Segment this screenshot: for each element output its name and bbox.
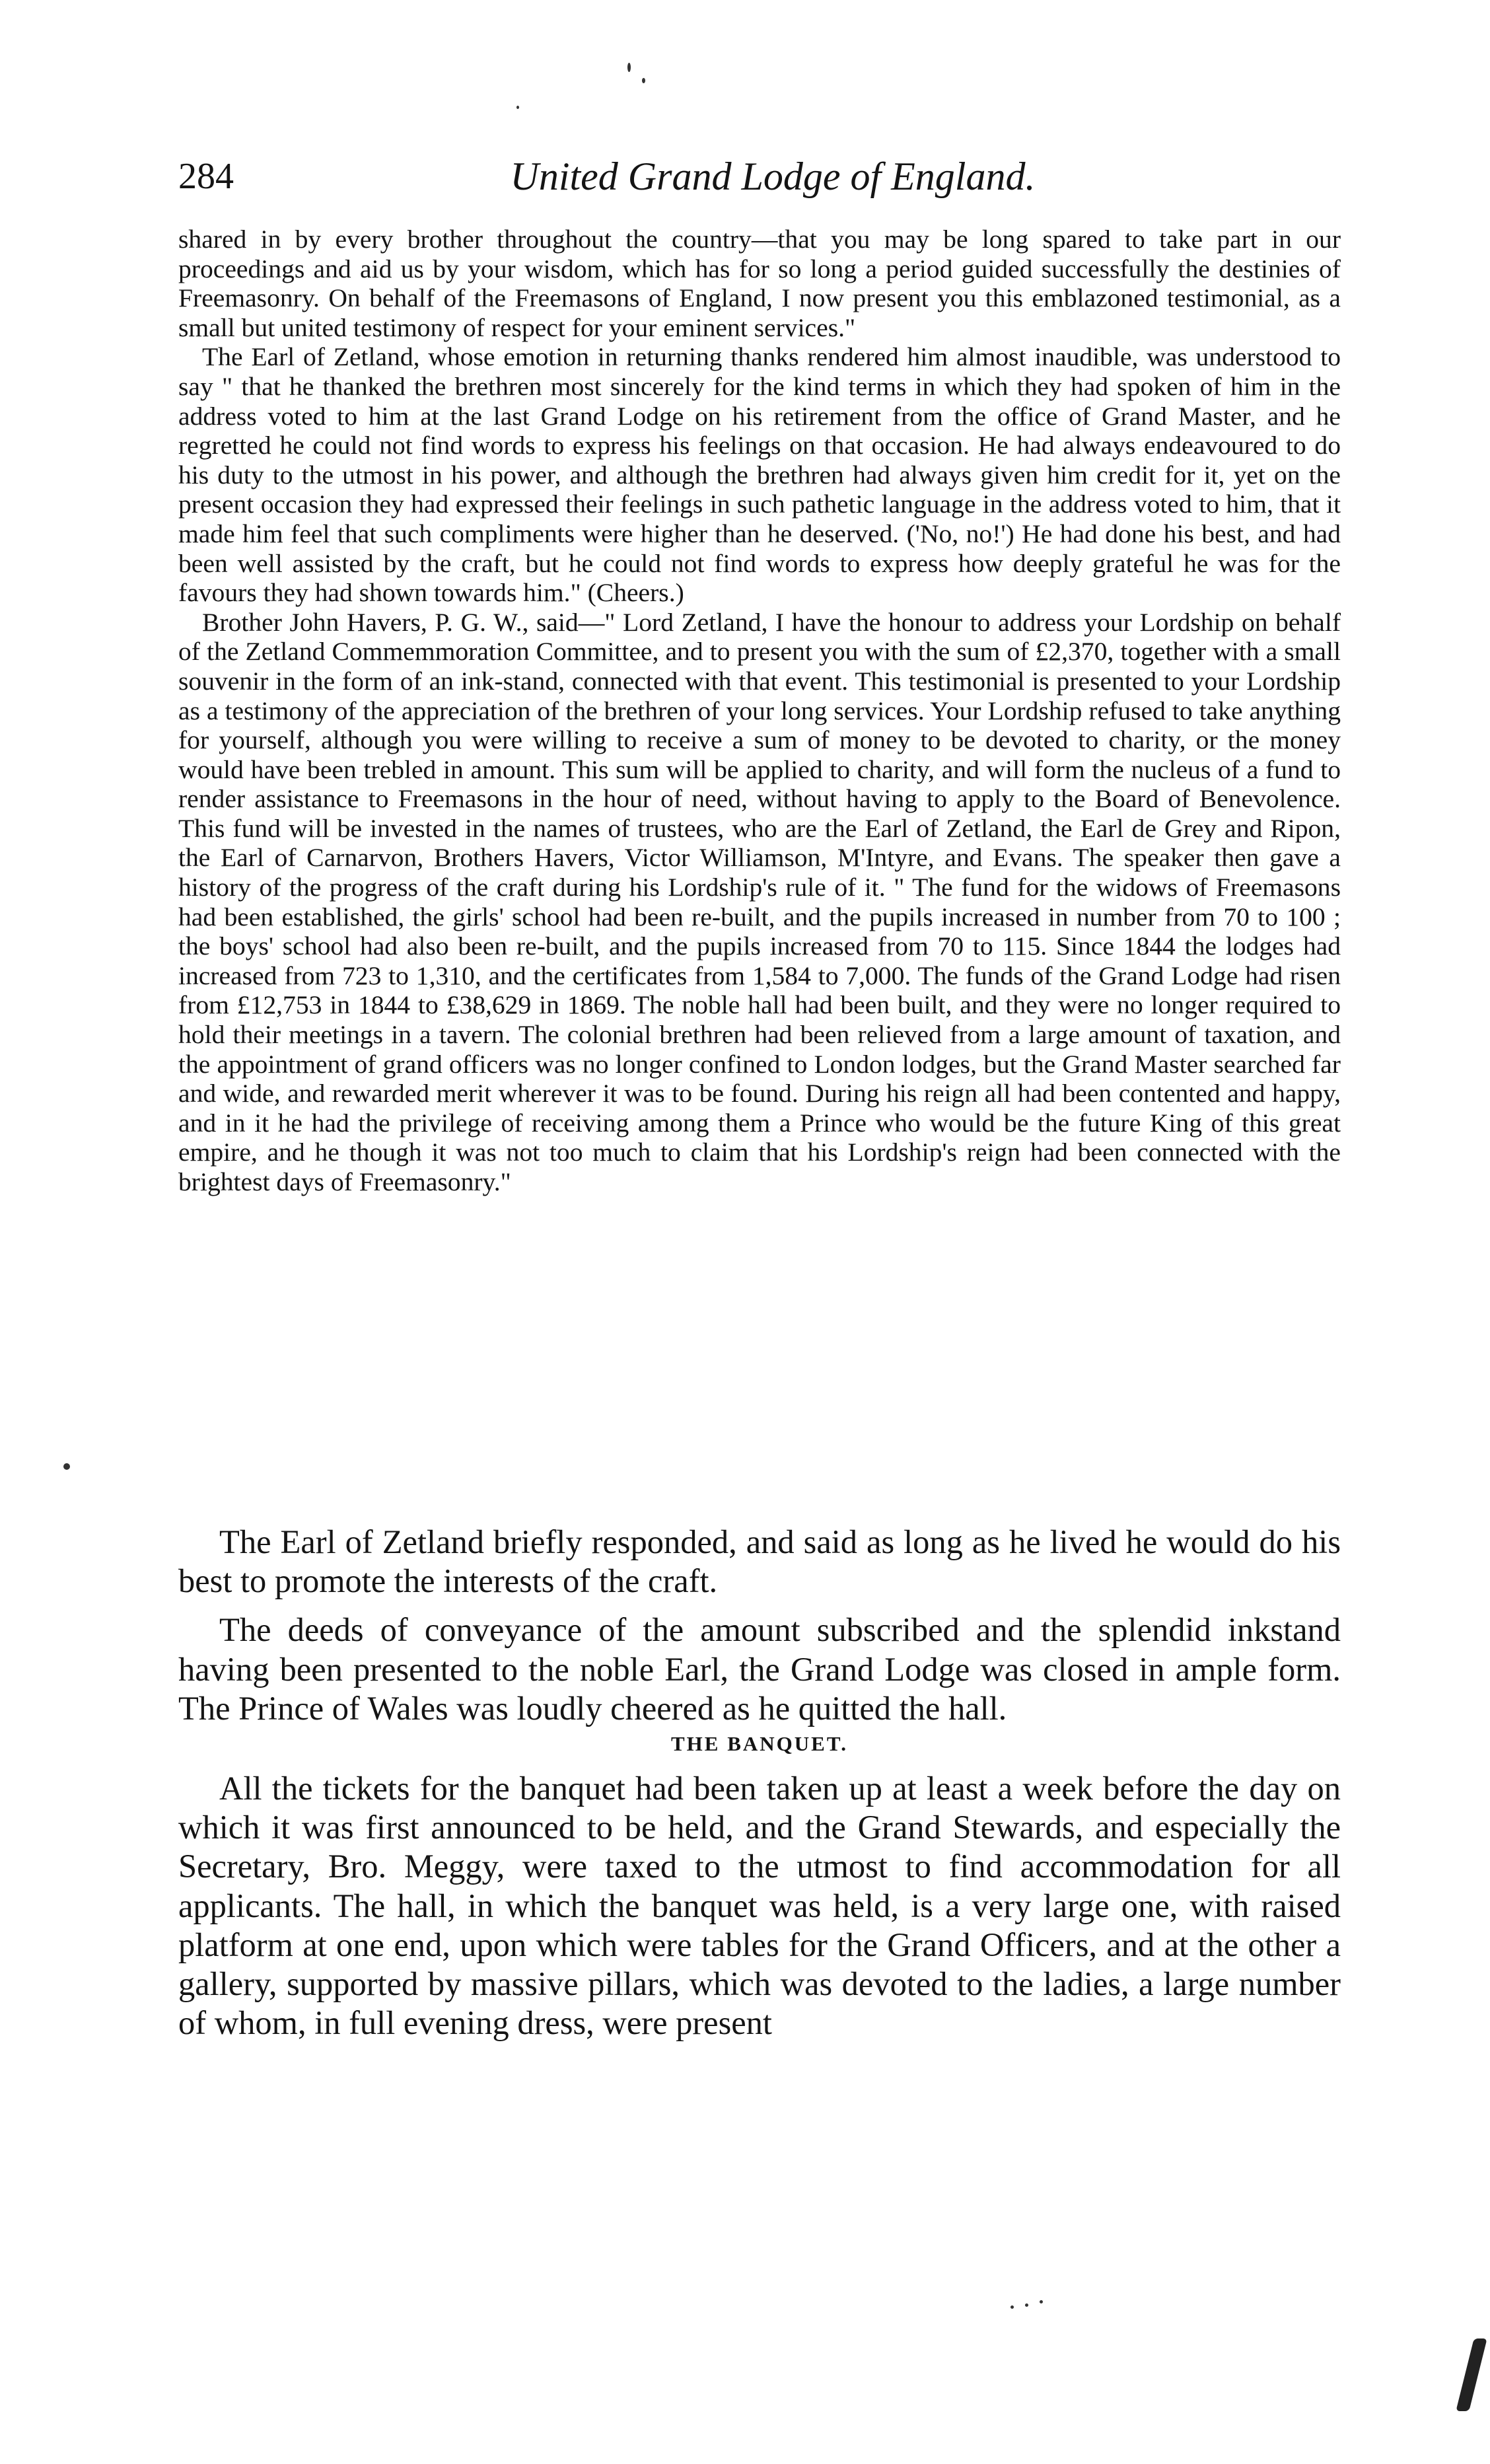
- scan-mark: [1456, 2338, 1487, 2411]
- paragraph: The deeds of conveyance of the amount subscribed and the splendid inkstand having been presented to the noble Earl, the Grand Lodge was closed in ample form. The Prince of Wales was loudly cheered as he quitted the hall.: [178, 1611, 1341, 1727]
- running-title: United Grand Lodge of England.: [510, 155, 1036, 198]
- ink-speck: [627, 63, 631, 72]
- main-narrative: [178, 1523, 1341, 2043]
- paragraph: Brother John Havers, P. G. W., said—" Lord Zetland, I have the honour to address your Lordship on behalf of the Zetland Commemmoration Committee, and to present you with the sum of £2,370, together with a small souvenir in the form of an ink-stand, connected with that event. This testimonial is presented to your Lordship as a testimony of the appreciation of the brethren of your long services. Your Lordship refused to take anything for yourself, although you were willing to receive a sum of money to be devoted to charity, or the money would have been trebled in amount. This sum will be applied to charity, and will form the nucleus of a fund to render assistance to Freemasons in the hour of need, without having to apply to the Board of Benevolence. This fund will be invested in the names of trustees, who are the Earl of Zetland, the Earl de Grey and Ripon, the Earl of Carnarvon, Brothers Havers, Victor Williamson, M'Intyre, and Evans. The speaker then gave a history of the progress of the craft during his Lordship's rule of it. " The fund for the widows of Freemasons had been established, the girls' school had been re-built, and the pupils increased in number from 70 to 100 ; the boys' school had also been re-built, and the pupils increased from 70 to 115. Since 1844 the lodges had increased from 723 to 1,310, and the certificates from 1,584 to 7,000. The funds of the Grand Lodge had risen from £12,753 in 1844 to £38,629 in 1869. The noble hall had been built, and they were no longer required to hold their meetings in a tavern. The colonial brethren had been relieved from a large amount of taxation, and the appointment of grand officers was no longer confined to London lodges, but the Grand Master searched far and wide, and rewarded merit wherever it was to be found. During his reign all had been contented and happy, and in it he had the privilege of receiving among them a Prince who would be the future King of this great empire, and he though it was not too much to claim that his Lordship's reign had been connected with the brightest days of Freemasonry.": [178, 607, 1341, 1196]
- section-heading: THE BANQUET.: [671, 1732, 848, 1756]
- ink-speck: [63, 1463, 70, 1470]
- paragraph: The Earl of Zetland briefly responded, and said as long as he lived he would do his best to promote the interests of the craft.: [178, 1523, 1341, 1600]
- page-header: [178, 153, 1341, 199]
- ink-speck: [642, 78, 645, 83]
- ink-speck: [1025, 2303, 1028, 2307]
- ink-speck: [516, 106, 519, 109]
- quoted-speeches: [178, 225, 1341, 1197]
- paragraph: The Earl of Zetland, whose emotion in returning thanks rendered him almost inaudible, was understood to say " that he thanked the brethren most sincerely for the kind terms in which they had spoken of him in the address voted to him at the last Grand Lodge on his retirement from the office of Grand Master, and he regretted he could not find words to express his feelings on that occasion. He had always endeavoured to do his duty to the utmost in his power, and although the brethren had always given him credit for it, yet on the present occasion they had expressed their feelings in such pathetic language in the address voted to him, that it made him feel that such compliments were higher than he deserved. ('No, no!') He had done his best, and had been well assisted by the craft, but he could not find words to express how deeply grateful he was for the favours they had shown towards him." (Cheers.): [178, 342, 1341, 608]
- paragraph: shared in by every brother throughout the country—that you may be long spared to take part in our proceedings and aid us by your wisdom, which has for so long a period guided successfully the destinies of Freemasonry. On behalf of the Freemasons of England, I now present you this emblazoned testimonial, as a small but united testimony of respect for your eminent services.": [178, 225, 1341, 342]
- ink-speck: [1040, 2300, 1043, 2303]
- paragraph: All the tickets for the banquet had been taken up at least a week before the day on which it was first announced to be held, and the Grand Stewards, and especially the Secretary, Bro. Meggy, were taxed to the utmost to find accommodation for all applicants. The hall, in which the banquet was held, is a very large one, with raised platform at one end, upon which were tables for the Grand Officers, and at the other a gallery, supported by massive pillars, which was devoted to the ladies, a large number of whom, in full evening dress, were present: [178, 1770, 1341, 2042]
- ink-speck: [1011, 2305, 1014, 2309]
- page-number: 284: [178, 156, 234, 197]
